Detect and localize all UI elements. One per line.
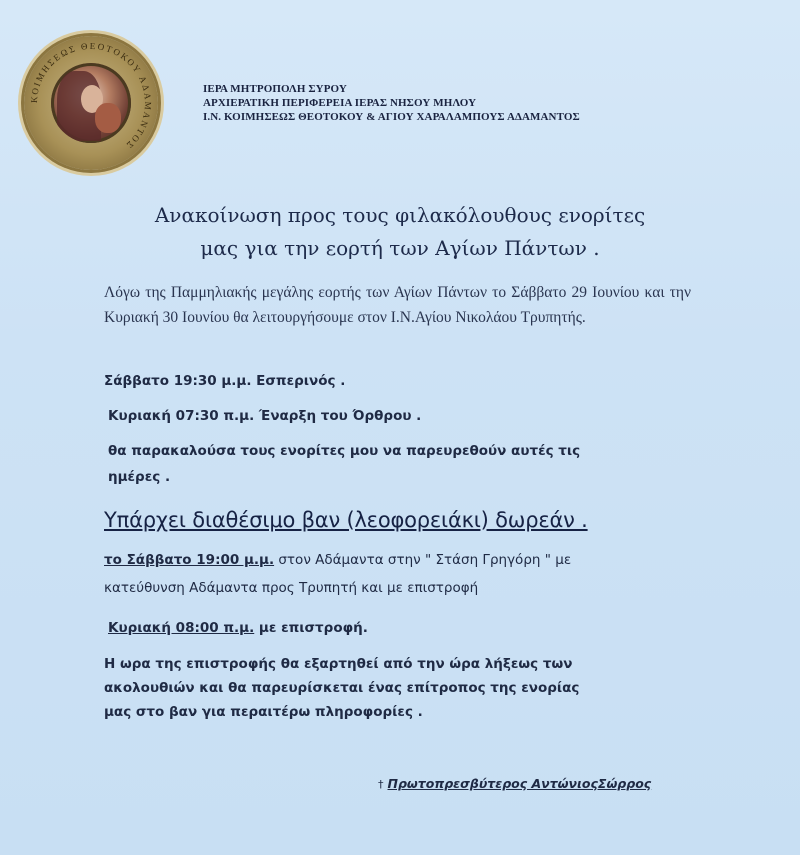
- seal-ring-lettering: [24, 36, 158, 170]
- header-district: ΑΡΧΙΕΡΑΤΙΚΗ ΠΕΡΙΦΕΡΕΙΑ ΙΕΡΑΣ ΝΗΣΟΥ ΜΗΛΟΥ: [203, 97, 477, 109]
- signature-name: Πρωτοπρεσβύτερος ΑντώνιοςΣώρρος: [387, 776, 652, 791]
- intro-paragraph: Λόγω της Παμμηλιακής μεγάλης εορτής των Αγίων Πάντων το Σάββατο 29 Ιουνίου και την Κυριακή 30 Ιουνίου θα λειτουργήσουμε στον Ι.Ν.Αγίου Νικολάου Τρυπητής.: [104, 284, 691, 326]
- van-sunday-line: [108, 620, 368, 636]
- closing-line1: Η ωρα της επιστροφής θα εξαρτηθεί από την ώρα λήξεως των: [104, 656, 573, 672]
- van-saturday-line: [104, 552, 571, 568]
- cross-icon: †: [378, 778, 384, 791]
- announcement-title-line2: μας για την εορτή των Αγίων Πάντων .: [200, 236, 600, 260]
- closing-line3: μας στο βαν για περαιτέρω πληροφορίες .: [104, 704, 423, 720]
- saturday-vespers: Σάββατο 19:30 μ.μ. Εσπερινός .: [104, 373, 346, 389]
- announcement-title-line1: Ανακοίνωση προς τους φιλακόλουθους ενορίτες: [154, 203, 646, 227]
- sunday-orthros: Κυριακή 07:30 π.μ. Έναρξη του Όρθρου .: [108, 408, 422, 424]
- header-metropolis: ΙΕΡΑ ΜΗΤΡΟΠΟΛΗ ΣΥΡΟΥ: [203, 83, 347, 95]
- van-sunday-return: με επιστροφή.: [254, 620, 368, 636]
- priest-signature: [378, 776, 651, 791]
- request-line1: θα παρακαλούσα τους ενορίτες μου να παρευρεθούν αυτές τις: [108, 443, 581, 459]
- parish-header: [203, 82, 580, 124]
- closing-paragraph: [104, 652, 704, 724]
- request-line2: ημέρες .: [108, 469, 171, 485]
- closing-line2: ακολουθιών και θα παρευρίσκεται ένας επίτροπος της ενορίας: [104, 680, 580, 696]
- header-church: Ι.Ν. ΚΟΙΜΗΣΕΩΣ ΘΕΟΤΟΚΟΥ & ΑΓΙΟΥ ΧΑΡΑΛΑΜΠΟΥΣ ΑΔΑΜΑΝΤΟΣ: [203, 111, 580, 123]
- van-saturday-direction: κατεύθυνση Αδάμαντα προς Τρυπητή και με επιστροφή: [104, 580, 479, 596]
- van-headline: Υπάρχει διαθέσιμο βαν (λεοφορειάκι) δωρεάν .: [104, 508, 588, 532]
- van-saturday-time: το Σάββατο 19:00 μ.μ.: [104, 552, 275, 568]
- parish-seal-logo: [24, 36, 158, 170]
- van-saturday-place: στον Αδάμαντα στην " Στάση Γρηγόρη " με: [274, 552, 572, 568]
- van-sunday-time: Κυριακή 08:00 π.μ.: [108, 620, 255, 636]
- svg-text:ΚΟΙΜΗΣΕΩΣ ΘΕΟΤΟΚΟΥ ΑΔΑΜΑΝΤΟΣ: ΚΟΙΜΗΣΕΩΣ ΘΕΟΤΟΚΟΥ ΑΔΑΜΑΝΤΟΣ: [28, 40, 154, 152]
